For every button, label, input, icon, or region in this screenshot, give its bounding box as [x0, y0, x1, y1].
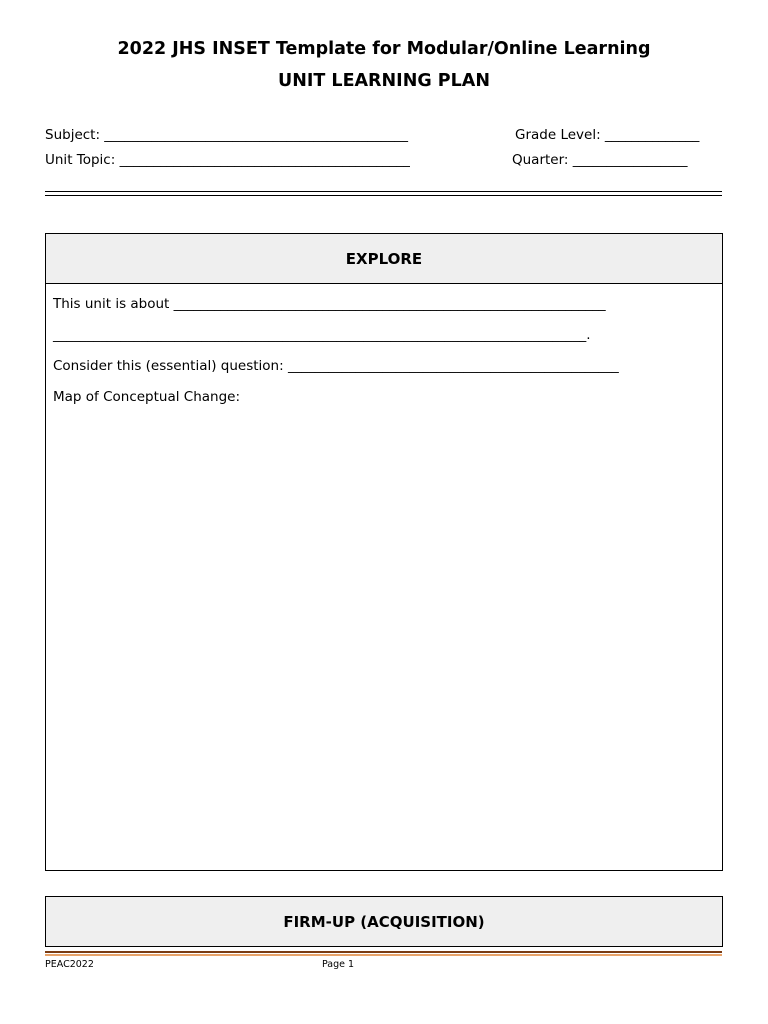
- essential-question-line: Consider this (essential) question: _________________________________________________: [53, 358, 619, 374]
- header-divider-top: [45, 191, 722, 192]
- footer-rule-dark: [45, 951, 722, 953]
- unit-about-continuation: _______________________________________________________________________________.: [53, 327, 591, 343]
- grade-level-field: Grade Level: ______________: [515, 127, 700, 143]
- conceptual-change-map-label: Map of Conceptual Change:: [53, 389, 241, 405]
- document-title: 2022 JHS INSET Template for Modular/Online Learning: [117, 39, 651, 59]
- explore-heading: EXPLORE: [46, 234, 722, 284]
- firmup-section: [45, 896, 723, 947]
- page-number: Page 1: [322, 959, 355, 970]
- document-subtitle: UNIT LEARNING PLAN: [278, 71, 490, 91]
- subject-field: Subject: _____________________________________________: [45, 127, 409, 143]
- unit-topic-field: Unit Topic: ___________________________________________: [45, 152, 410, 168]
- quarter-field: Quarter: _________________: [512, 152, 688, 168]
- header-divider-bottom: [45, 195, 722, 196]
- explore-section: [45, 233, 723, 871]
- unit-about-line: This unit is about ________________________________________________________________: [53, 296, 606, 312]
- footer-rule-light: [45, 954, 722, 956]
- footer-left-text: PEAC2022: [45, 959, 94, 970]
- firmup-heading: FIRM-UP (ACQUISITION): [46, 897, 722, 946]
